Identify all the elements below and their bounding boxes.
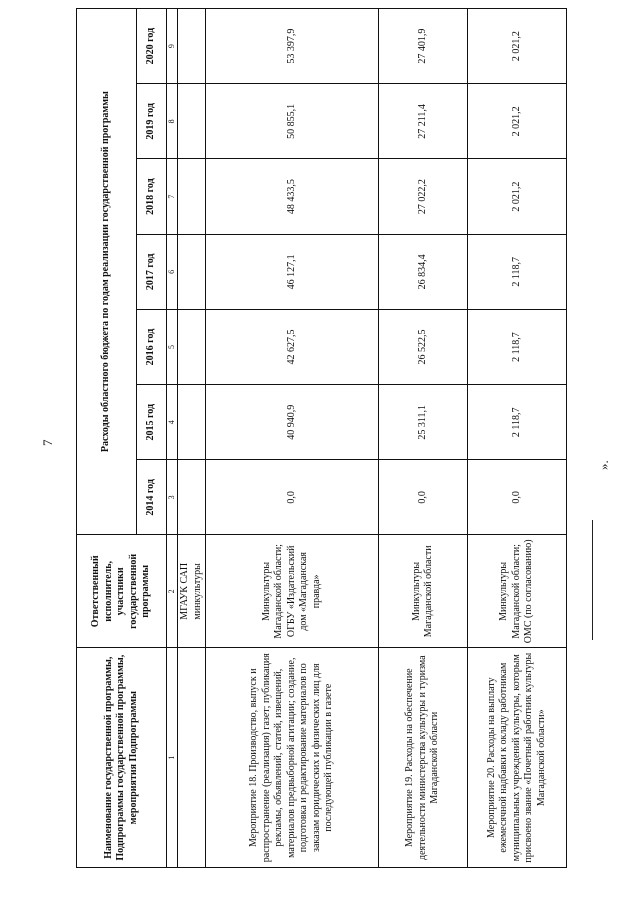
cell-value: 40 940,9 — [206, 385, 379, 460]
cell-value — [178, 9, 206, 84]
cell-value: 42 627,5 — [206, 309, 379, 384]
page-number: 7 — [40, 439, 55, 446]
table-row — [468, 9, 567, 868]
cell-value: 2 021,2 — [468, 159, 567, 234]
cell-value — [178, 385, 206, 460]
header-expenses: Расходы областного бюджета по годам реализации государственной программы — [77, 9, 137, 535]
cell-value: 26 522,5 — [379, 309, 468, 384]
column-number: 6 — [167, 234, 178, 309]
cell-value: 50 855,1 — [206, 84, 379, 159]
cell-name: Мероприятие 19. Расходы на обеспечение деятельности министерства культуры и туризма Магаданской области — [379, 648, 468, 868]
header-year: 2019 год — [137, 84, 167, 159]
cell-name: Мероприятие 18. Производство, выпуск и распространение (реализация) газет; публикация рекламы, объявлений, статей, извещений, материалов предвыборной агитации; создание, подготовка и редактирование материалов по заказам юридических и физических лиц для последующей публикации в газете — [206, 648, 379, 868]
column-number: 5 — [167, 309, 178, 384]
cell-value: 48 433,5 — [206, 159, 379, 234]
cell-value: 0,0 — [206, 460, 379, 535]
cell-executor: МГАУК САП минкультуры — [178, 535, 206, 648]
header-executor: Ответственный исполнитель, участники государственной программы — [77, 535, 167, 648]
closing-mark: ». — [596, 460, 611, 470]
cell-value: 2 118,7 — [468, 385, 567, 460]
table-row — [379, 9, 468, 868]
cell-value: 26 834,4 — [379, 234, 468, 309]
cell-executor: Минкультуры Магаданской области; ОМС (по согласованию) — [468, 535, 567, 648]
cell-name — [178, 648, 206, 868]
cell-value: 25 311,1 — [379, 385, 468, 460]
cell-value: 27 401,9 — [379, 9, 468, 84]
cell-value — [178, 159, 206, 234]
cell-executor: Минкультуры Магаданской области — [379, 535, 468, 648]
cell-value: 0,0 — [468, 460, 567, 535]
column-number: 8 — [167, 84, 178, 159]
cell-value: 27 211,4 — [379, 84, 468, 159]
column-number: 4 — [167, 385, 178, 460]
column-number: 3 — [167, 460, 178, 535]
header-year: 2020 год — [137, 9, 167, 84]
cell-value — [178, 460, 206, 535]
budget-table — [76, 8, 567, 868]
cell-value: 27 022,2 — [379, 159, 468, 234]
column-number: 1 — [167, 648, 178, 868]
header-name: Наименование государственной программы, Подпрограммы государственной программы, мероприятия Подпрограммы — [77, 648, 167, 868]
cell-value — [178, 309, 206, 384]
cell-value: 46 127,1 — [206, 234, 379, 309]
column-number: 7 — [167, 159, 178, 234]
cell-executor: Минкультуры Магаданской области; ОГБУ «Издательский дом «Магаданская правда» — [206, 535, 379, 648]
cell-value — [178, 84, 206, 159]
header-year: 2015 год — [137, 385, 167, 460]
column-number: 9 — [167, 9, 178, 84]
cell-value: 2 021,2 — [468, 84, 567, 159]
header-year: 2014 год — [137, 460, 167, 535]
rotated-table-wrapper — [76, 8, 548, 868]
cell-value: 2 021,2 — [468, 9, 567, 84]
header-year: 2016 год — [137, 309, 167, 384]
cell-value — [178, 234, 206, 309]
header-year: 2017 год — [137, 234, 167, 309]
column-number: 2 — [167, 535, 178, 648]
table-row — [178, 9, 206, 868]
cell-value: 0,0 — [379, 460, 468, 535]
cell-value: 2 118,7 — [468, 309, 567, 384]
closing-rule — [592, 520, 593, 640]
cell-value: 2 118,7 — [468, 234, 567, 309]
cell-name: Мероприятие 20. Расходы на выплату ежемесячной надбавки к окладу работникам муниципальных учреждений культуры, которым присвоено звание «Почетный работник культуры Магаданской области» — [468, 648, 567, 868]
cell-value: 53 397,9 — [206, 9, 379, 84]
table-row — [206, 9, 379, 868]
header-year: 2018 год — [137, 159, 167, 234]
